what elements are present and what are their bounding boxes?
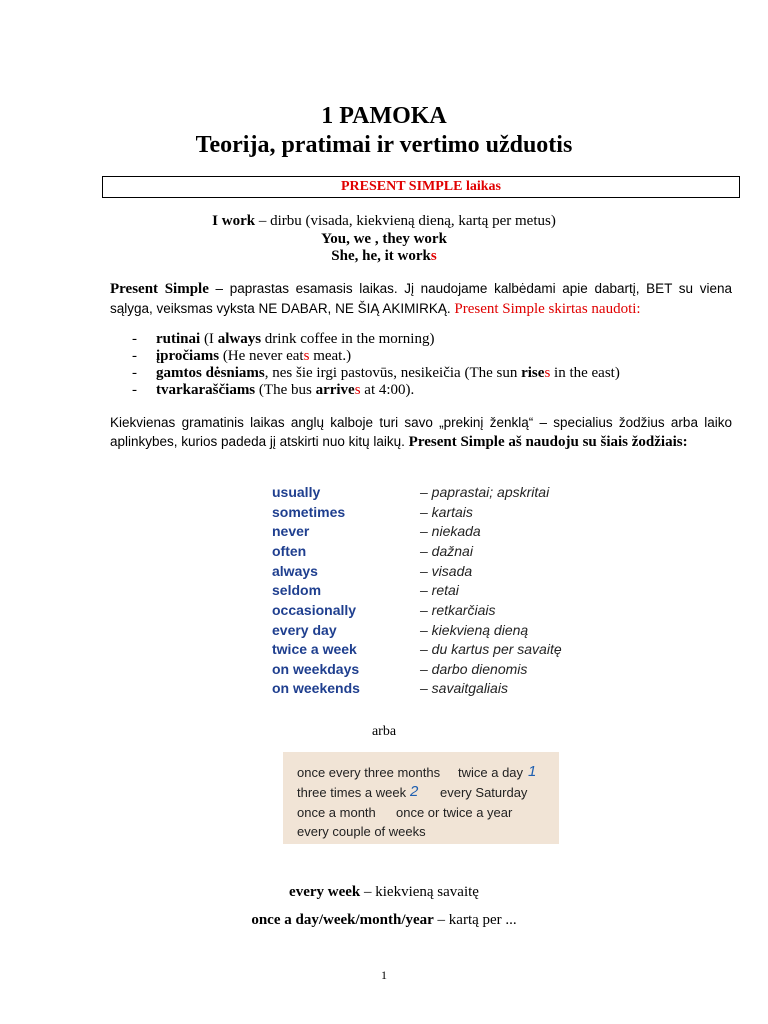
intro-term: Present Simple bbox=[110, 281, 209, 297]
frequency-table bbox=[262, 480, 582, 700]
intro-red-text: Present Simple skirtas naudoti: bbox=[454, 301, 641, 317]
list-item: - įpročiams (He never eats meat.) bbox=[132, 348, 352, 364]
phrase: every Saturday bbox=[440, 785, 528, 800]
table-row: sometimes – kartais bbox=[272, 504, 473, 520]
table-row: usually – paprastai; apskritai bbox=[272, 484, 550, 500]
markers-text: Kiekvienas gramatinis laikas anglų kalboje turi savo „prekinį ženklą“ – specialius žodžius arba laiko aplinkybes, kurios padeda jį atskirti nuo kitų laikų. bbox=[110, 415, 732, 449]
example-translation: – dirbu (visada, kiekvieną dieną, kartą per metus) bbox=[255, 213, 556, 229]
table-row: often – dažnai bbox=[272, 543, 473, 559]
bottom-phrase-2: once a day/week/month/year bbox=[251, 912, 434, 928]
intro-paragraph bbox=[110, 279, 732, 319]
markers-paragraph bbox=[110, 413, 732, 452]
list-item: - rutinai (I always drink coffee in the morning) bbox=[132, 331, 435, 347]
uses-list bbox=[132, 331, 620, 399]
phrase-number: 2 bbox=[410, 783, 419, 800]
or-label: arba bbox=[371, 724, 397, 739]
lesson-title: 1 PAMOKA bbox=[321, 103, 447, 129]
example-suffix: s bbox=[430, 248, 437, 264]
table-row: always – visada bbox=[272, 563, 473, 579]
markers-bold: Present Simple aš naudoju su šiais žodžiais: bbox=[408, 434, 688, 450]
page-number: 1 bbox=[381, 968, 387, 982]
example-line-3 bbox=[0, 248, 768, 265]
phrase: once or twice a year bbox=[396, 805, 513, 820]
section-title-box: PRESENT SIMPLE laikas bbox=[102, 176, 740, 198]
table-row: never – niekada bbox=[272, 523, 481, 539]
phrases-box bbox=[283, 752, 559, 844]
phrase: once every three months bbox=[297, 765, 441, 780]
lesson-subtitle: Teorija, pratimai ir vertimo užduotis bbox=[195, 132, 573, 158]
list-item: - gamtos dėsniams, nes šie irgi pastovūs, nesikeičia (The sun rises in the east) bbox=[132, 365, 620, 381]
phrase: three times a week bbox=[297, 785, 407, 800]
table-row: occasionally – retkarčiais bbox=[272, 602, 496, 618]
phrase: once a month bbox=[297, 805, 376, 820]
example-verb: I work bbox=[212, 213, 256, 229]
bottom-phrase-1: every week bbox=[289, 884, 361, 900]
example-line-2: You, we , they work bbox=[321, 231, 447, 247]
intro-text: – paprastas esamasis laikas. Jį naudojame kalbėdami apie dabartį, BET su viena sąlyga, veiksmas vyksta NE DABAR, NE ŠIĄ AKIMIRKĄ. bbox=[110, 281, 732, 316]
bottom-translation-1: – kiekvieną savaitę bbox=[360, 884, 479, 900]
table-row: on weekends – savaitgaliais bbox=[272, 680, 508, 696]
example-line-1 bbox=[0, 213, 768, 230]
phrase-number: 1 bbox=[528, 763, 537, 780]
bottom-translation-2: – kartą per ... bbox=[433, 912, 517, 928]
table-row: every day – kiekvieną dieną bbox=[272, 622, 529, 638]
phrase: twice a day bbox=[458, 765, 524, 780]
table-row: on weekdays – darbo dienomis bbox=[272, 661, 528, 677]
bottom-line-2 bbox=[0, 912, 768, 929]
bottom-line-1 bbox=[0, 884, 768, 901]
table-row: twice a week – du kartus per savaitę bbox=[272, 641, 562, 657]
table-row: seldom – retai bbox=[272, 582, 459, 598]
phrase: every couple of weeks bbox=[297, 824, 426, 839]
example-prefix: She, he, it work bbox=[331, 248, 431, 264]
list-item: - tvarkaraščiams (The bus arrives at 4:00). bbox=[132, 382, 415, 398]
